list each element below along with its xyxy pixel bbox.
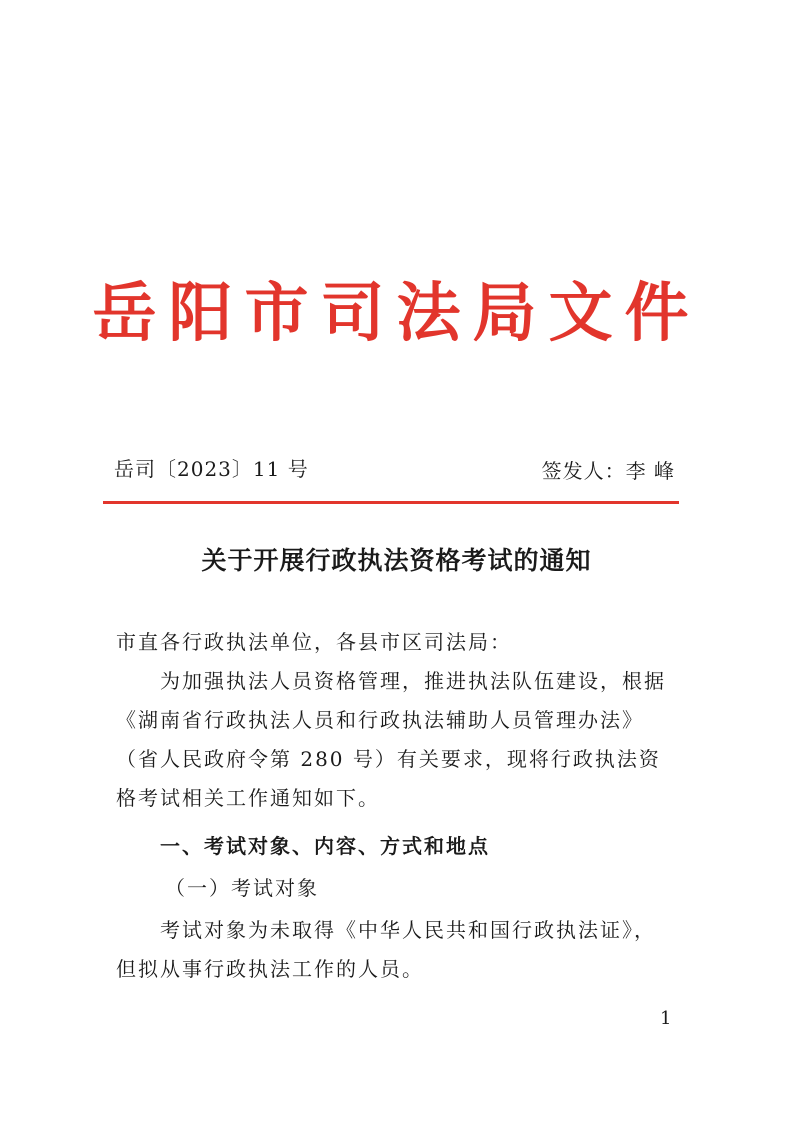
- paragraph-intro: 为加强执法人员资格管理，推进执法队伍建设，根据《湖南省行政执法人员和行政执法辅助人员管理办法》（省人民政府令第 280 号）有关要求，现将行政执法资格考试相关工作通知如下。: [116, 669, 666, 810]
- signer: 签发人：李 峰: [541, 459, 675, 483]
- section-heading: 一、考试对象、内容、方式和地点: [160, 834, 490, 858]
- red-divider-line: [103, 501, 679, 504]
- subsection-heading: （一）考试对象: [165, 876, 319, 900]
- page-number: 1: [660, 1008, 672, 1029]
- addressee: 市直各行政执法单位，各县市区司法局：: [116, 630, 512, 654]
- document-number: 岳司〔2023〕11 号: [114, 457, 309, 481]
- document-header-title: 岳阳市司法局文件: [92, 276, 701, 351]
- paragraph-exam-targets: 考试对象为未取得《中华人民共和国行政执法证》，但拟从事行政执法工作的人员。: [116, 918, 656, 981]
- notice-title: 关于开展行政执法资格考试的通知: [201, 546, 592, 575]
